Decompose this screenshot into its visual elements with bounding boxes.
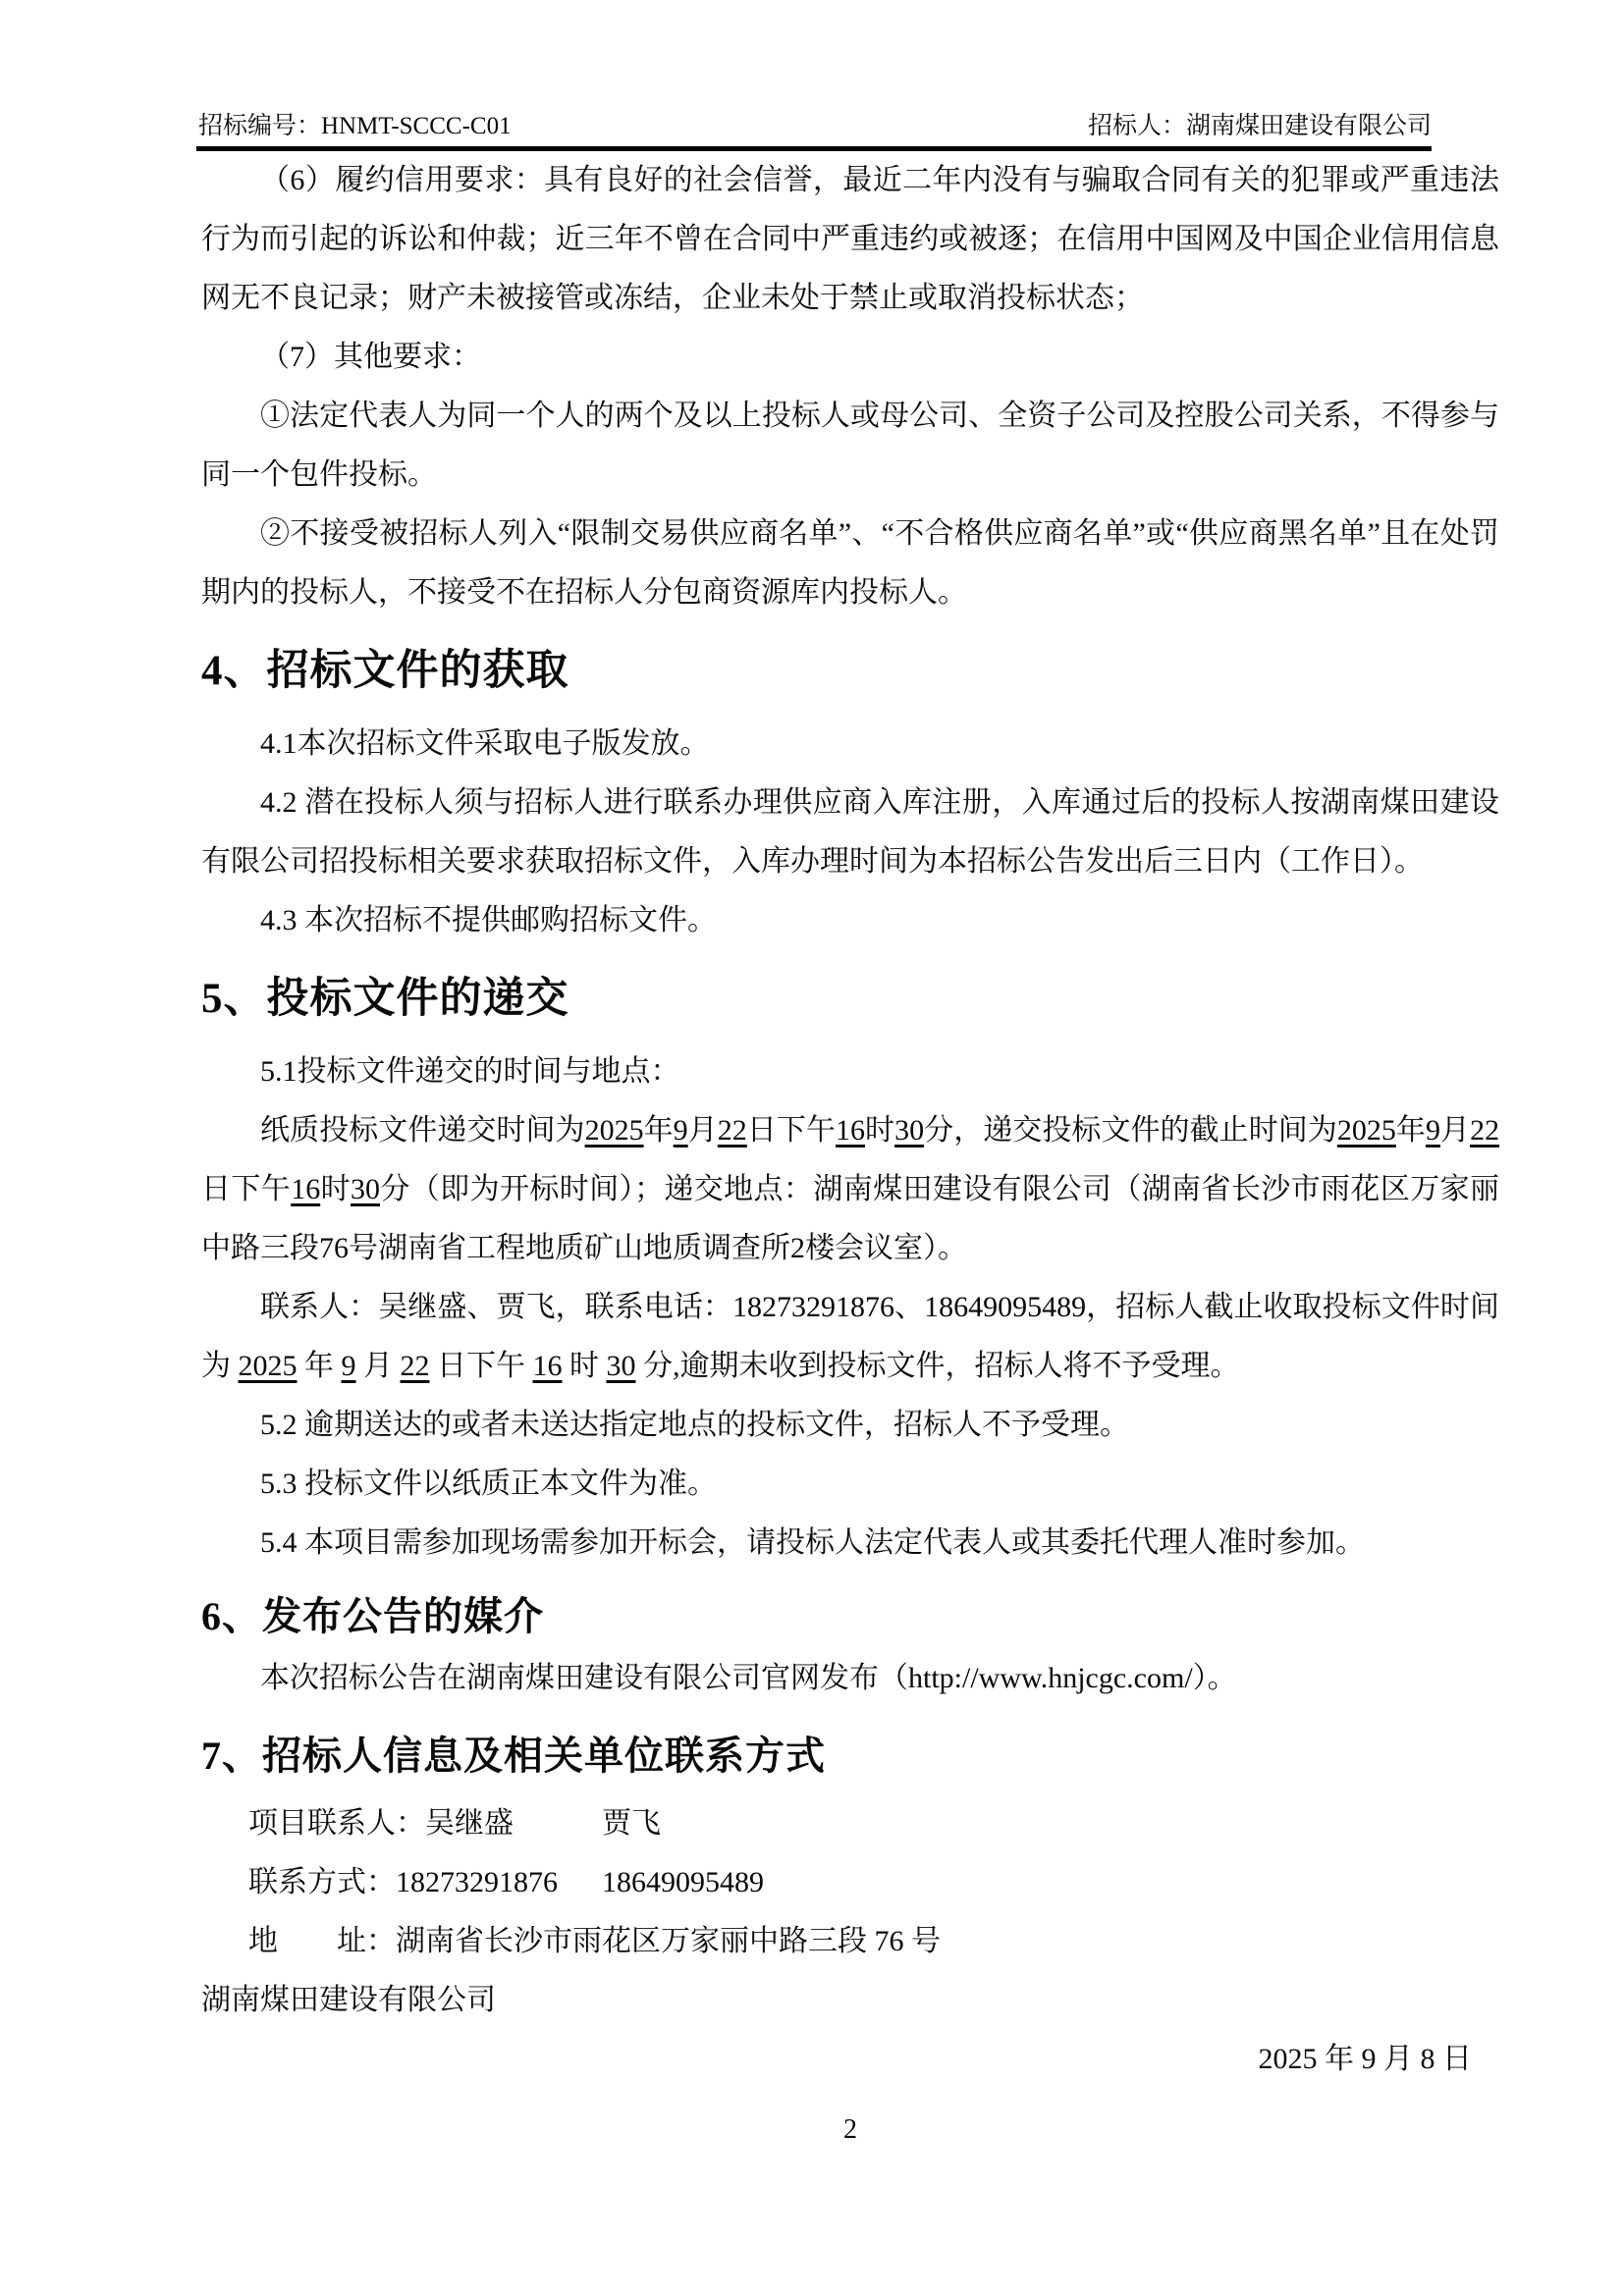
- signature-company: 湖南煤田建设有限公司: [201, 1984, 496, 2016]
- paragraph-requirement-1: ①法定代表人为同一个人的两个及以上投标人或母公司、全资子公司及控股公司关系，不得参与同一个包件投标。: [201, 400, 1499, 491]
- section-5-item-3: 5.3 投标文件以纸质正本文件为准。: [260, 1468, 717, 1500]
- signature-date: 2025 年 9 月 8 日: [1258, 2043, 1472, 2075]
- address-line: 地 址：湖南省长沙市雨花区万家丽中路三段 76 号: [248, 1925, 941, 1957]
- section-5-item-4: 5.4 本项目需参加现场需参加开标会，请投标人法定代表人或其委托代理人准时参加。: [260, 1526, 1365, 1559]
- page-header: [198, 110, 1432, 143]
- section-7-heading: 7、招标人信息及相关单位联系方式: [201, 1734, 826, 1778]
- paragraph-paper-submission-time: 纸质投标文件递交时间为2025年9月22日下午16时30分，递交投标文件的截止时间为2025年9月22日下午16时30分（即为开标时间）；递交地点：湖南煤田建设有限公司（湖南省长沙市雨花区万家丽中路三段76号湖南省工程地质矿山地质调查所2楼会议室）。: [201, 1114, 1500, 1264]
- contact-person-line: 项目联系人：吴继盛 贾飞: [248, 1807, 661, 1840]
- section-4-item-3: 4.3 本次招标不提供邮购招标文件。: [260, 904, 717, 936]
- section-5-item-1: 5.1投标文件递交的时间与地点：: [260, 1055, 680, 1088]
- section-4-heading: 4、招标文件的获取: [201, 648, 569, 694]
- paragraph-other-requirements: （7）其他要求：: [260, 341, 481, 373]
- paragraph-credit-requirement: （6）履约信用要求：具有良好的社会信誉，最近二年内没有与骗取合同有关的犯罪或严重违法行为而引起的诉讼和仲裁；近三年不曾在合同中严重违约或被逐；在信用中国网及中国企业信用信息网无不良记录；财产未被接管或冻结，企业未处于禁止或取消投标状态；: [201, 164, 1499, 314]
- page-number: 2: [843, 2114, 857, 2145]
- section-6-body: 本次招标公告在湖南煤田建设有限公司官网发布（http://www.hnjcgc.com/）。: [260, 1662, 1237, 1694]
- header-tenderer: 招标人：湖南煤田建设有限公司: [1087, 113, 1432, 139]
- document-body: [201, 151, 1499, 2177]
- paragraph-requirement-2: ②不接受被招标人列入“限制交易供应商名单”、“不合格供应商名单”或“供应商黑名单”且在处罚期内的投标人，不接受不在招标人分包商资源库内投标人。: [201, 517, 1499, 609]
- paragraph-contact-deadline: 联系人：吴继盛、贾飞，联系电话：18273291876、18649095489，招标人截止收取投标文件时间为 2025 年 9 月 22 日下午 16 时 30 分,逾期未收到投标文件，招标人将不予受理。: [201, 1291, 1499, 1382]
- section-4-item-1: 4.1本次招标文件采取电子版发放。: [260, 727, 710, 760]
- section-5-heading: 5、投标文件的递交: [201, 976, 569, 1022]
- section-5-item-2: 5.2 逾期送达的或者未送达指定地点的投标文件，招标人不予受理。: [260, 1409, 1129, 1441]
- section-6-heading: 6、发布公告的媒介: [201, 1594, 544, 1638]
- header-tender-number: 招标编号：HNMT-SCCC-C01: [198, 113, 512, 139]
- contact-phone-line: 联系方式：18273291876 18649095489: [248, 1866, 764, 1898]
- section-4-item-2: 4.2 潜在投标人须与招标人进行联系办理供应商入库注册，入库通过后的投标人按湖南煤田建设有限公司招投标相关要求获取招标文件，入库办理时间为本招标公告发出后三日内（工作日）。: [201, 786, 1499, 878]
